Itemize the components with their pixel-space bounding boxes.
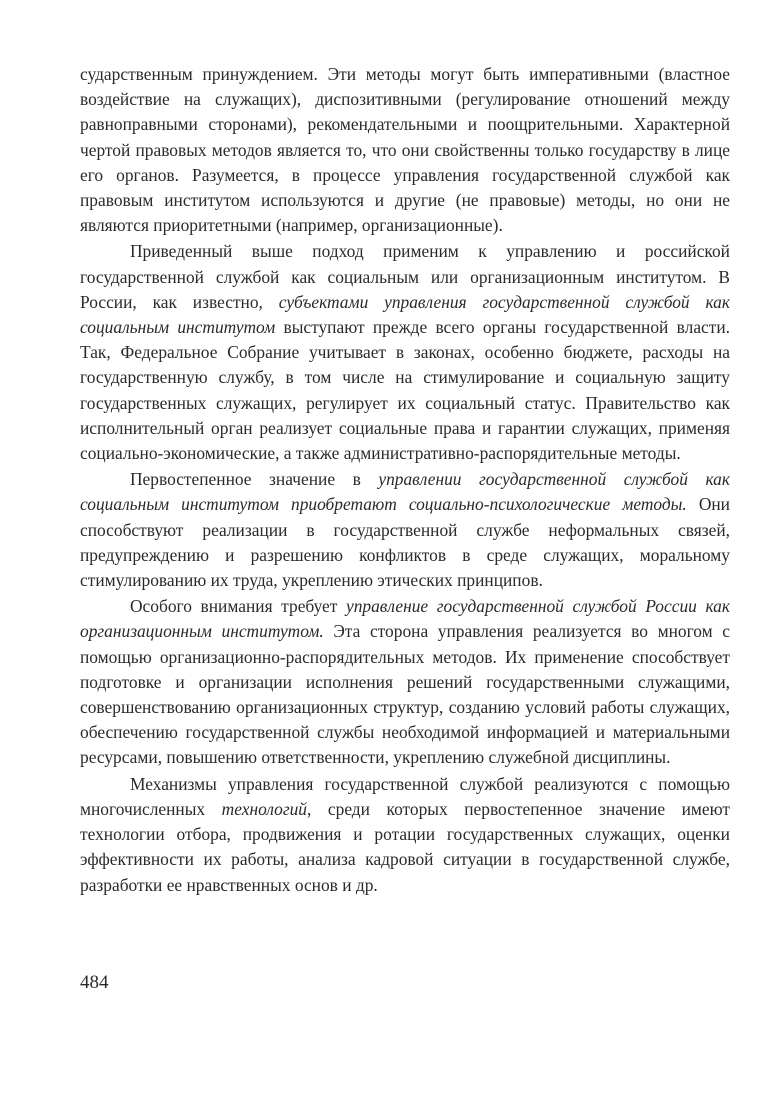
paragraph-1 — [80, 62, 730, 238]
paragraph-2 — [80, 239, 730, 466]
paragraph-text: Эта сторона управления реализуется во многом с помощью организационно-распорядительных методов. Их применение способствует подготовке и организации исполнения решений государственными служащими, совершенствованию организационных структур, созданию условий работы служащих, обеспечению государственной службы необходимой информацией и материальными ресурсами, повышению ответственности, укреплению служебной дисциплины. — [80, 621, 730, 768]
paragraph-text: Они способствуют реализации в государственной службе неформальных связей, предупреждению и разрешению конфликтов в среде служащих, моральному стимулированию их труда, укреплению этических принципов. — [80, 494, 730, 591]
paragraph-text: выступают прежде всего органы государственной власти. Так, Федеральное Собрание учитывает в законах, особенно бюджете, расходы на государственную службу, в том числе на стимулирование и социальную защиту государственных служащих, регулирует их социальный статус. Правительство как исполнительный орган реализует социальные права и гарантии служащих, применяя социально-экономические, а также административно-распорядительные методы. — [80, 317, 731, 464]
page-number: 484 — [80, 972, 109, 993]
paragraph-text: Механизмы управления государственной службой реализуются с помощью многочисленных — [80, 773, 730, 819]
paragraph-5 — [80, 772, 730, 898]
paragraph-4 — [80, 594, 730, 770]
paragraph-text: Первостепенное значение в — [130, 469, 379, 490]
paragraph-text: Приведенный выше подход применим к управлению и российской государственной службой как социальным или организационным институтом. В России, как известно, — [80, 241, 730, 312]
italic-term: управление государственной службой России как организационным институтом. — [80, 596, 730, 642]
italic-term: субъектами управления государственной службой как социальным институтом — [80, 291, 730, 338]
body-text — [80, 62, 730, 898]
paragraph-3 — [80, 467, 730, 593]
italic-term: управлении государственной службой как социальным институтом приобретают социально-психологические методы. — [80, 469, 730, 515]
paragraph-text: Особого внимания требует — [130, 596, 346, 617]
paragraph-text: , среди которых первостепенное значение имеют технологии отбора, продвижения и ротации государственных служащих, оценки эффективности их работы, анализа кадровой ситуации в государственной службе, разработки ее нравственных основ и др. — [80, 798, 730, 895]
italic-term: технологий — [221, 798, 307, 819]
paragraph-text: сударственным принуждением. Эти методы могут быть императивными (властное воздействие на служащих), диспозитивными (регулирование отношений между равноправными сторонами), рекомендательными и поощрительными. Характерной чертой правовых методов является то, что они свойственны только государству в лице его органов. Разумеется, в процессе управления государственной службой как правовым институтом используются и другие (не правовые) методы, но они не являются приоритетными (например, организационные). — [80, 64, 730, 236]
